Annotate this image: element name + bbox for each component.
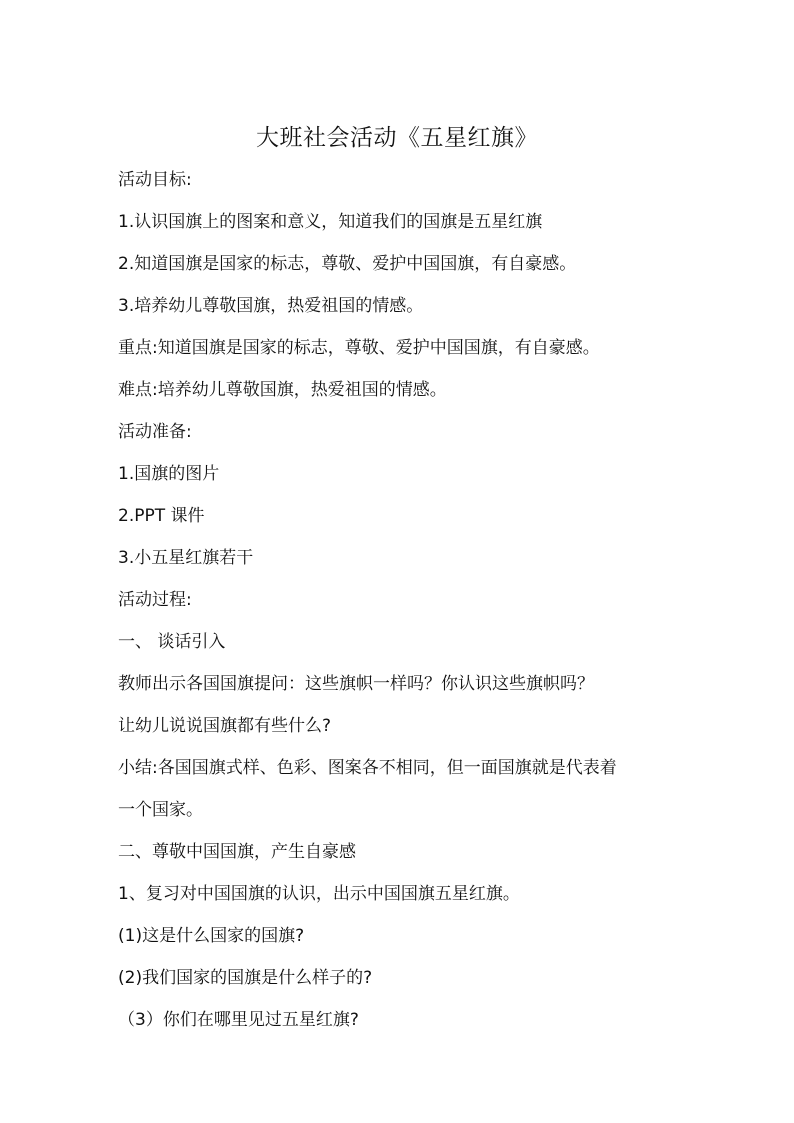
document-title: 大班社会活动《五星红旗》	[256, 125, 538, 151]
question-line: （3）你们在哪里见过五星红旗?	[118, 1010, 359, 1030]
question-line: (1)这是什么国家的国旗?	[118, 926, 305, 946]
section-heading-process: 活动过程:	[118, 590, 192, 610]
paragraph-line: 让幼儿说说国旗都有些什么?	[118, 716, 332, 736]
document-body	[118, 166, 718, 1048]
paragraph-line: 1、复习对中国国旗的认识，出示中国国旗五星红旗。	[118, 884, 520, 904]
paragraph-line: 一个国家。	[118, 800, 203, 820]
key-point: 重点:知道国旗是国家的标志，尊敬、爱护中国国旗，有自豪感。	[118, 338, 600, 358]
preparation-item-3: 3.小五星红旗若干	[118, 548, 254, 568]
paragraph-line: 小结:各国国旗式样、色彩、图案各不相同，但一面国旗就是代表着	[118, 758, 617, 778]
difficult-point: 难点:培养幼儿尊敬国旗，热爱祖国的情感。	[118, 380, 447, 400]
preparation-item-1: 1.国旗的图片	[118, 464, 220, 484]
goal-item-3: 3.培养幼儿尊敬国旗，热爱祖国的情感。	[118, 296, 424, 316]
section-heading-preparation: 活动准备:	[118, 422, 192, 442]
goal-item-2: 2.知道国旗是国家的标志，尊敬、爱护中国国旗，有自豪感。	[118, 254, 577, 274]
process-step-2-heading: 二、尊敬中国国旗，产生自豪感	[118, 842, 356, 862]
process-step-1-heading: 一、 谈话引入	[118, 632, 226, 652]
preparation-item-2: 2.PPT 课件	[118, 506, 205, 526]
goal-item-1: 1.认识国旗上的图案和意义，知道我们的国旗是五星红旗	[118, 212, 543, 232]
question-line: (2)我们国家的国旗是什么样子的?	[118, 968, 373, 988]
section-heading-goals: 活动目标:	[118, 170, 192, 190]
paragraph-line: 教师出示各国国旗提问：这些旗帜一样吗？你认识这些旗帜吗？	[118, 674, 594, 694]
